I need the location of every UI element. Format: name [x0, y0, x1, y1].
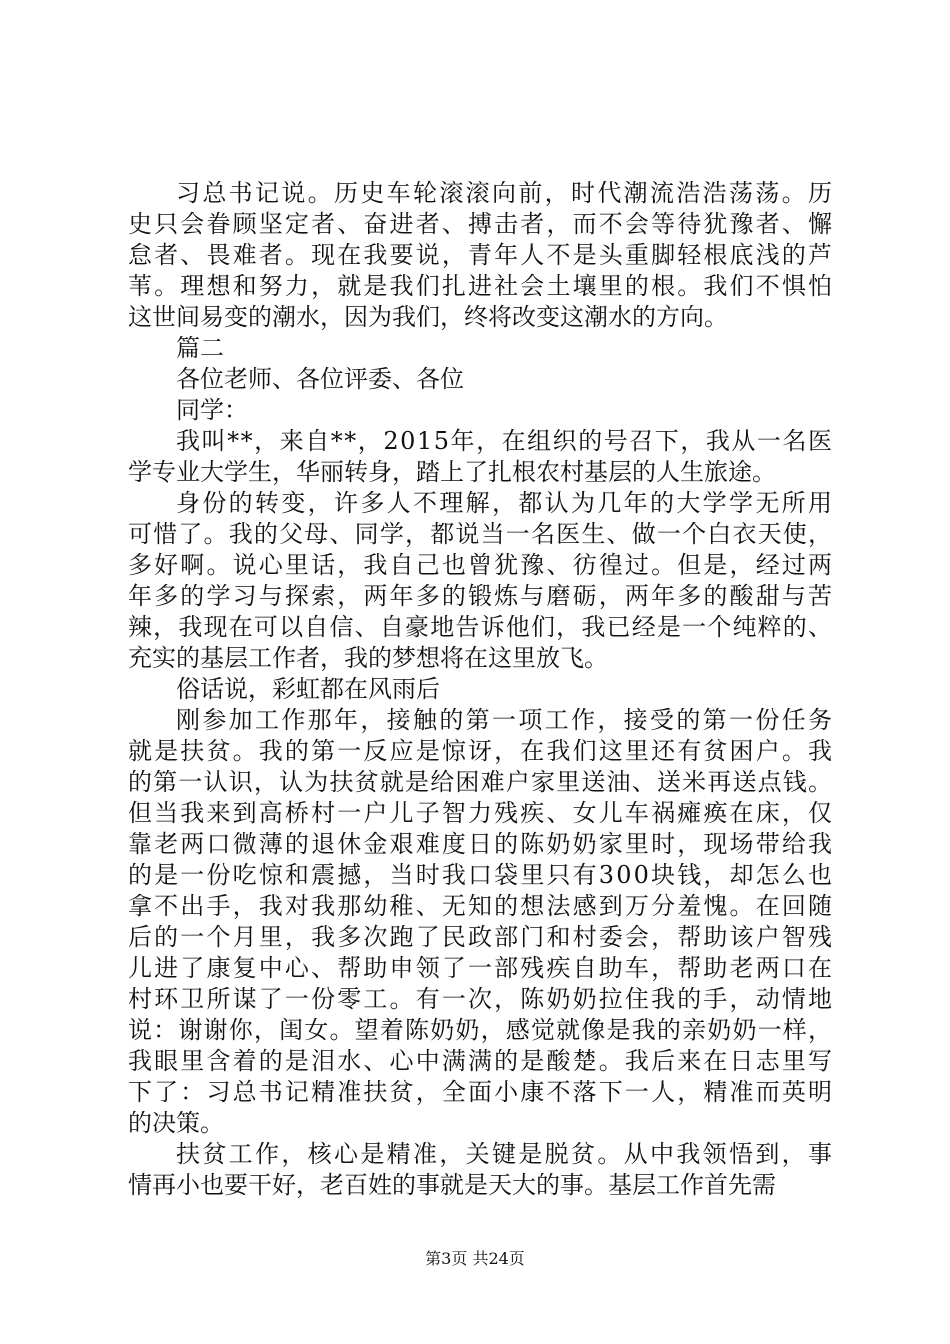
text-line: 村环卫所谋了一份零工。有一次，陈奶奶拉住我的手，动情地 — [128, 985, 835, 1013]
text-line: 身份的转变，许多人不理解，都认为几年的大学学无所用 — [176, 489, 835, 517]
text-line: 各位老师、各位评委、各位 — [176, 365, 464, 393]
text-line: 苇。理想和努力，就是我们扎进社会土壤里的根。我们不惧怕 — [128, 272, 835, 300]
text-line: 多好啊。说心里话，我自己也曾犹豫、彷徨过。但是，经过两 — [128, 551, 835, 579]
text-line: 我眼里含着的是泪水、心中满满的是酸楚。我后来在日志里写 — [128, 1047, 835, 1075]
text-line: 拿不出手，我对我那幼稚、无知的想法感到万分羞愧。在回随 — [128, 892, 835, 920]
document-body — [128, 178, 835, 1201]
text-line: 习总书记说。历史车轮滚滚向前，时代潮流浩浩荡荡。历 — [176, 179, 835, 207]
text-line: 同学： — [176, 396, 248, 424]
text-line: 但当我来到高桥村一户儿子智力残疾、女儿车祸瘫痪在床，仅 — [128, 799, 835, 827]
text-line: 年多的学习与探索，两年多的锻炼与磨砺，两年多的酸甜与苦 — [128, 582, 835, 610]
text-line: 儿进了康复中心、帮助申领了一部残疾自助车，帮助老两口在 — [128, 954, 835, 982]
text-line: 情再小也要干好，老百姓的事就是天大的事。基层工作首先需 — [128, 1171, 776, 1199]
text-line: 扶贫工作，核心是精准，关键是脱贫。从中我领悟到，事 — [176, 1140, 835, 1168]
text-line: 的第一认识，认为扶贫就是给困难户家里送油、送米再送点钱。 — [128, 768, 834, 796]
text-line: 就是扶贫。我的第一反应是惊讶，在我们这里还有贫困户。我 — [128, 737, 835, 765]
text-line: 俗话说，彩虹都在风雨后 — [176, 675, 440, 703]
text-line: 的是一份吃惊和震撼，当时我口袋里只有300块钱，却怎么也 — [128, 861, 835, 889]
text-line: 的决策。 — [128, 1109, 224, 1137]
text-line: 史只会眷顾坚定者、奋进者、搏击者，而不会等待犹豫者、懈 — [128, 210, 835, 238]
text-line: 刚参加工作那年，接触的第一项工作，接受的第一份任务 — [176, 706, 835, 734]
text-line: 这世间易变的潮水，因为我们，终将改变这潮水的方向。 — [128, 303, 728, 331]
text-line: 学专业大学生，华丽转身，踏上了扎根农村基层的人生旅途。 — [128, 458, 776, 486]
text-line: 辣，我现在可以自信、自豪地告诉他们，我已经是一个纯粹的、 — [128, 613, 834, 641]
text-line: 说：谢谢你，闺女。望着陈奶奶，感觉就像是我的亲奶奶一样， — [128, 1016, 834, 1044]
text-line: 怠者、畏难者。现在我要说，青年人不是头重脚轻根底浅的芦 — [128, 241, 835, 269]
text-line: 可惜了。我的父母、同学，都说当一名医生、做一个白衣天使， — [128, 520, 834, 548]
text-line: 充实的基层工作者，我的梦想将在这里放飞。 — [128, 644, 608, 672]
text-line: 我叫**，来自**，2015年，在组织的号召下，我从一名医 — [176, 427, 834, 455]
text-line: 靠老两口微薄的退休金艰难度日的陈奶奶家里时，现场带给我 — [128, 830, 835, 858]
text-line: 篇二 — [176, 334, 224, 362]
text-line: 后的一个月里，我多次跑了民政部门和村委会，帮助该户智残 — [128, 923, 835, 951]
page-footer: 第3页 共24页 — [425, 1249, 525, 1268]
text-line: 下了：习总书记精准扶贫，全面小康不落下一人，精准而英明 — [128, 1078, 835, 1106]
